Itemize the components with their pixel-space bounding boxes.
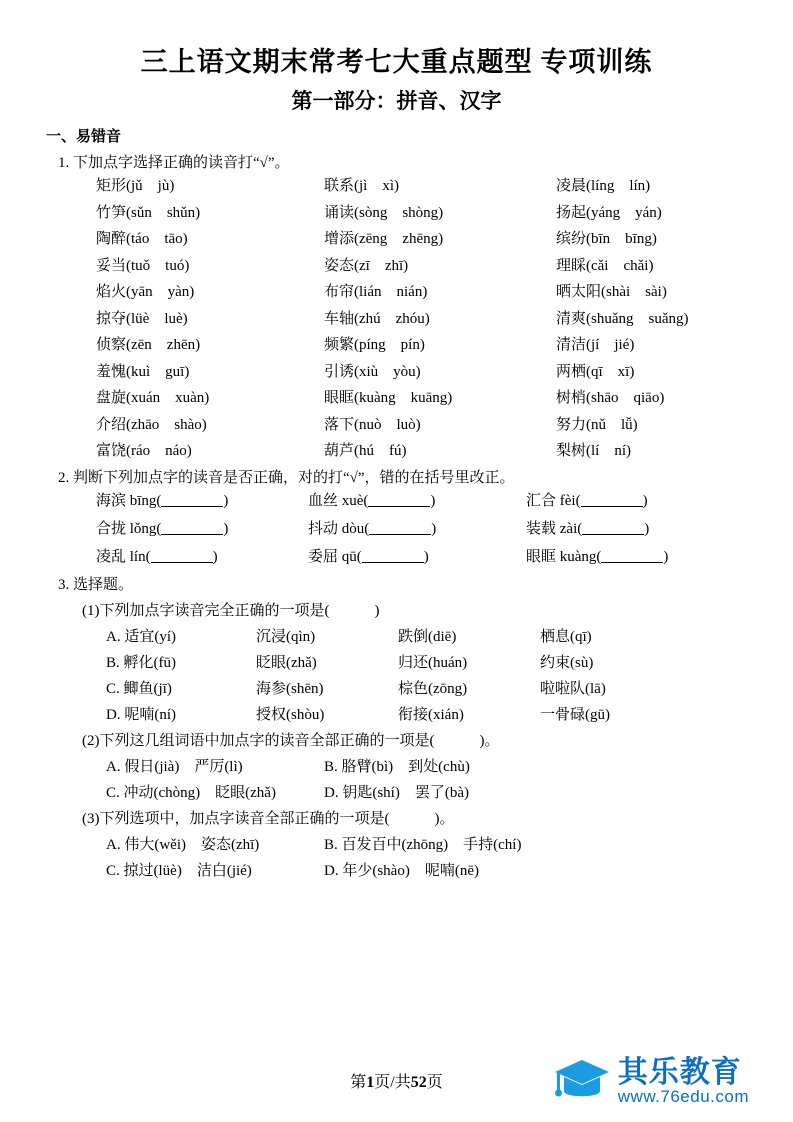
page-subtitle: 第一部分：拼音、汉字: [291, 89, 502, 113]
word-choice-item: 盘旋(xuán xuàn): [96, 390, 210, 406]
pinyin-judge-label: 抖动 dòu(: [308, 520, 370, 537]
answer-blank[interactable]: [161, 521, 223, 535]
option-item[interactable]: 海参(shēn): [256, 680, 324, 697]
answer-blank[interactable]: [581, 493, 643, 507]
answer-blank[interactable]: [601, 549, 663, 563]
word-choice-item: 引诱(xiù yòu): [324, 363, 421, 380]
word-choice-item: 布帘(lián nián): [324, 284, 428, 300]
word-choice-item: 树梢(shāo qiāo): [556, 390, 665, 406]
page-title: 三上语文期末常考七大重点题型 专项训练: [140, 47, 653, 77]
option-item[interactable]: B. 胳臂(bì) 到处(chù): [324, 758, 470, 775]
question-1-prompt: 1. 下加点字选择正确的读音打“√”。: [58, 155, 290, 171]
question-3-prompt: 3. 选择题。: [58, 576, 134, 593]
table-row: [96, 386, 756, 407]
word-choice-item: 车轴(zhú zhóu): [324, 310, 430, 327]
option-item[interactable]: 一骨碌(gū): [540, 706, 610, 723]
table-row: [96, 333, 756, 354]
word-choice-item: 陶醉(táo tāo): [96, 231, 188, 247]
table-row: [96, 174, 756, 195]
word-choice-item: 缤纷(bīn bīng): [556, 231, 657, 247]
table-row: [96, 280, 756, 301]
word-choice-item: 联系(jì xì): [324, 178, 399, 194]
word-choice-item: 焰火(yān yàn): [96, 284, 195, 300]
word-choice-item: 眼眶(kuàng kuāng): [324, 390, 453, 406]
word-choice-item: 增添(zēng zhēng): [324, 231, 444, 247]
pinyin-judge-label: 合拢 lǒng(: [96, 520, 162, 537]
answer-blank[interactable]: [582, 521, 644, 535]
option-item[interactable]: B. 百发百中(zhōng) 手持(chí): [324, 836, 522, 853]
word-choice-item: 努力(nǔ lǚ): [556, 416, 638, 433]
word-choice-item: 两栖(qī xī): [556, 363, 635, 380]
pinyin-judge-item: 眼眶 kuàng( ): [526, 548, 669, 565]
brand-logo: [554, 1057, 749, 1106]
word-choice-item: 竹笋(sǔn shǔn): [96, 204, 201, 221]
pinyin-judge-item: 合拢 lǒng( ): [96, 520, 229, 537]
word-choice-item: 落下(nuò luò): [324, 416, 421, 433]
table-row: [96, 439, 756, 460]
graduation-cap-icon: [554, 1058, 610, 1104]
table-row: [96, 517, 756, 538]
option-item[interactable]: 约束(sù): [540, 654, 594, 671]
answer-blank[interactable]: [161, 493, 223, 507]
question-1-grid: [96, 174, 756, 460]
pinyin-judge-label: 汇合 fèi(: [526, 492, 581, 509]
question-3-1-prompt: (1)下列加点字读音完全正确的一项是( ): [82, 602, 380, 619]
word-choice-item: 凌晨(líng lín): [556, 178, 651, 194]
option-item[interactable]: 棕色(zōng): [398, 680, 468, 697]
word-choice-item: 理睬(cǎi chǎi): [556, 257, 654, 274]
question-2-prompt: 2. 判断下列加点字的读音是否正确，对的打“√”，错的在括号里改正。: [58, 469, 515, 486]
option-item[interactable]: C. 掠过(lüè) 洁白(jié): [106, 862, 252, 879]
question-3-2-prompt: (2)下列这几组词语中加点字的读音全部正确的一项是( )。: [82, 732, 500, 749]
pinyin-judge-item: 海滨 bīng( ): [96, 492, 229, 509]
answer-blank[interactable]: [369, 521, 431, 535]
answer-blank[interactable]: [151, 549, 213, 563]
pinyin-judge-label: 血丝 xuè(: [308, 492, 369, 509]
option-item[interactable]: 衔接(xián): [398, 706, 464, 723]
table-row: [96, 413, 756, 434]
page-number: 1: [366, 1074, 375, 1091]
table-row: [96, 489, 756, 510]
option-item[interactable]: 归还(huán): [398, 654, 468, 671]
table-row: [96, 307, 756, 328]
answer-blank[interactable]: [362, 549, 424, 563]
option-row: [106, 703, 749, 724]
word-choice-item: 掠夺(lüè luè): [96, 310, 188, 327]
word-choice-item: 妥当(tuǒ tuó): [96, 257, 190, 274]
footer-middle: 页/共: [374, 1074, 411, 1091]
page-total: 52: [410, 1074, 427, 1091]
option-item[interactable]: D. 呢喃(ní): [106, 706, 176, 723]
option-item[interactable]: C. 鲫鱼(jī): [106, 680, 172, 697]
option-row: [106, 755, 749, 776]
word-choice-item: 梨树(lí ní): [556, 443, 631, 459]
option-row: [106, 651, 749, 672]
option-item[interactable]: 啦啦队(lā): [540, 680, 606, 697]
option-item[interactable]: A. 假日(jià) 严厉(lì): [106, 758, 243, 775]
section-heading-1: 一、易错音: [46, 129, 122, 145]
pinyin-judge-item: 凌乱 lín( ): [96, 548, 218, 565]
pinyin-judge-label: 凌乱 lín(: [96, 548, 151, 565]
option-item[interactable]: C. 冲动(chòng) 眨眼(zhǎ): [106, 784, 276, 801]
pinyin-judge-item: 委屈 qū( ): [308, 548, 429, 565]
option-item[interactable]: 栖息(qī): [540, 628, 592, 645]
table-row: [96, 360, 756, 381]
option-row: [106, 677, 749, 698]
word-choice-item: 晒太阳(shài sài): [556, 284, 667, 300]
word-choice-item: 富饶(ráo náo): [96, 443, 192, 459]
word-choice-item: 侦察(zēn zhēn): [96, 337, 201, 353]
answer-blank[interactable]: [368, 493, 430, 507]
option-row: [106, 833, 749, 854]
footer-prefix: 第: [350, 1074, 367, 1091]
word-choice-item: 姿态(zī zhī): [324, 257, 409, 274]
option-item[interactable]: D. 钥匙(shí) 罢了(bà): [324, 784, 469, 801]
word-choice-item: 矩形(jǔ jù): [96, 178, 175, 194]
brand-name: 其乐教育: [617, 1055, 742, 1089]
word-choice-item: 介绍(zhāo shào): [96, 416, 207, 433]
question-3-3-prompt: (3)下列选项中，加点字读音全部正确的一项是( )。: [82, 810, 455, 827]
brand-url: www.76edu.com: [617, 1087, 749, 1107]
word-choice-item: 清爽(shuǎng suǎng): [556, 310, 689, 327]
table-row: [96, 254, 756, 275]
table-row: [96, 545, 756, 566]
word-choice-item: 扬起(yáng yán): [556, 204, 662, 221]
pinyin-judge-label: 装载 zài(: [526, 520, 583, 537]
word-choice-item: 诵读(sòng shòng): [324, 204, 444, 221]
pinyin-judge-label: 眼眶 kuàng(: [526, 548, 602, 565]
word-choice-item: 清洁(jí jié): [556, 337, 635, 353]
question-2-grid: [96, 489, 756, 566]
option-row: [106, 781, 749, 802]
pinyin-judge-item: 汇合 fèi( ): [526, 492, 648, 509]
option-item[interactable]: D. 年少(shào) 呢喃(nē): [324, 862, 479, 879]
option-item[interactable]: B. 孵化(fū): [106, 654, 176, 671]
pinyin-judge-item: 装载 zài( ): [526, 520, 650, 537]
option-row: [106, 859, 749, 880]
pinyin-judge-label: 委屈 qū(: [308, 548, 362, 565]
word-choice-item: 葫芦(hú fú): [324, 443, 407, 459]
footer-suffix: 页: [426, 1074, 443, 1091]
option-item[interactable]: 授权(shòu): [256, 706, 325, 723]
word-choice-item: 频繁(píng pín): [324, 337, 425, 353]
option-item[interactable]: A. 伟大(wěi) 姿态(zhī): [106, 836, 260, 853]
option-item[interactable]: 沉浸(qìn): [256, 628, 316, 645]
option-item[interactable]: 跌倒(diē): [398, 628, 457, 645]
table-row: [96, 201, 756, 222]
option-item[interactable]: 眨眼(zhǎ): [256, 654, 317, 671]
brand-text: [618, 1057, 749, 1106]
table-row: [96, 227, 756, 248]
pinyin-judge-item: 抖动 dòu( ): [308, 520, 437, 537]
option-item[interactable]: A. 适宜(yí): [106, 628, 176, 645]
pinyin-judge-item: 血丝 xuè( ): [308, 492, 436, 509]
pinyin-judge-label: 海滨 bīng(: [96, 492, 162, 509]
word-choice-item: 羞愧(kuì guī): [96, 363, 190, 380]
option-row: [106, 625, 749, 646]
